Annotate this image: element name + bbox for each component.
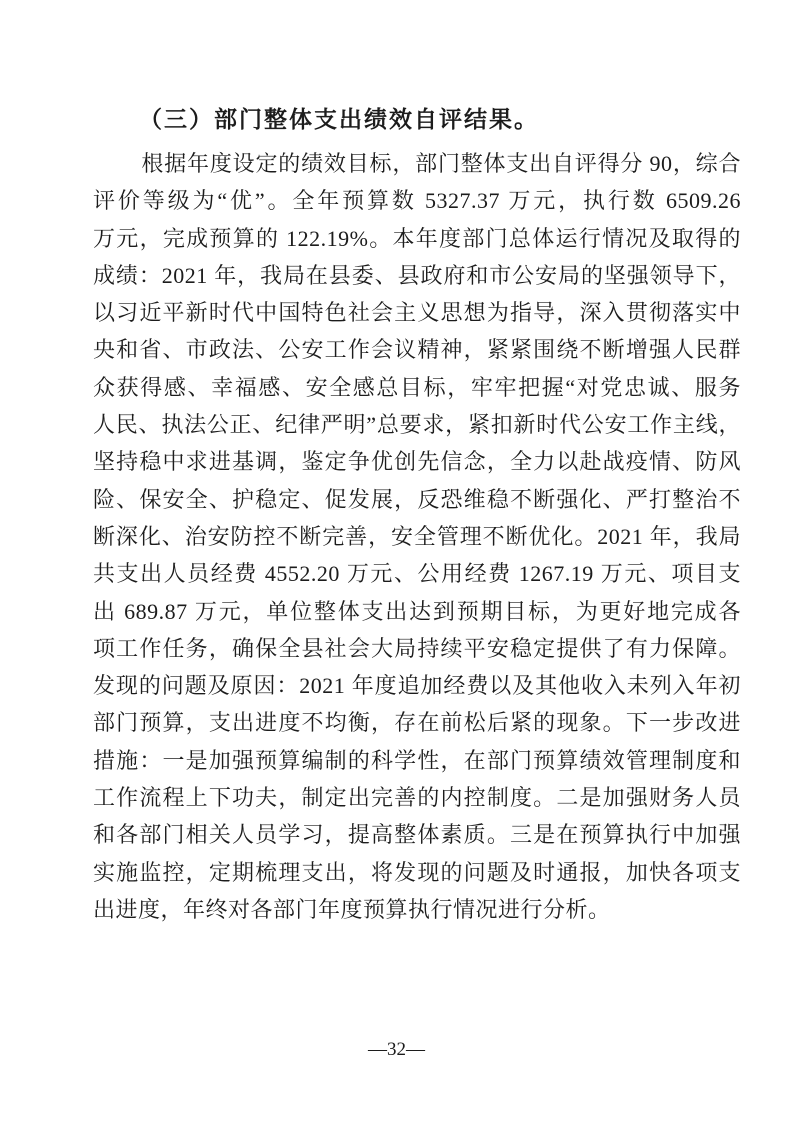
paragraph-line: 央和省、市政法、公安工作会议精神，紧紧围绕不断增强人民群 [93,337,741,363]
paragraph-line: 断深化、治安防控不断完善，安全管理不断优化。2021 年，我局 [93,523,741,549]
paragraph-line: 万元，完成预算的 122.19%。本年度部门总体运行情况及取得的 [93,225,741,251]
paragraph-line: 众获得感、幸福感、安全感总目标，牢牢把握“对党忠诚、服务 [93,374,741,400]
paragraph-line: 实施监控，定期梳理支出，将发现的问题及时通报，加快各项支 [93,859,741,885]
paragraph-line: 出进度，年终对各部门年度预算执行情况进行分析。 [93,896,611,922]
paragraph-line: 成绩：2021 年，我局在县委、县政府和市公安局的坚强领导下， [93,262,741,288]
paragraph-line: 部门预算，支出进度不均衡，存在前松后紧的现象。下一步改进 [93,710,741,736]
paragraph [93,145,741,928]
paragraph-line: 根据年度设定的绩效目标，部门整体支出自评得分 90，综合 [141,151,741,176]
section-heading: （三）部门整体支出绩效自评结果。 [139,107,539,132]
paragraph-line: 共支出人员经费 4552.20 万元、公用经费 1267.19 万元、项目支 [93,561,741,587]
paragraph-line: 评价等级为“优”。全年预算数 5327.37 万元，执行数 6509.26 [93,188,741,214]
paragraph-line: 出 689.87 万元，单位整体支出达到预期目标，为更好地完成各 [93,598,741,624]
paragraph-line: 措施：一是加强预算编制的科学性，在部门预算绩效管理制度和 [93,747,741,773]
page-number: —32— [368,1039,425,1060]
paragraph-line: 项工作任务，确保全县社会大局持续平安稳定提供了有力保障。 [93,635,741,661]
paragraph-line: 险、保安全、护稳定、促发展，反恐维稳不断强化、严打整治不 [93,486,741,512]
paragraph-line: 和各部门相关人员学习，提高整体素质。三是在预算执行中加强 [93,822,741,848]
paragraph-line: 工作流程上下功夫，制定出完善的内控制度。二是加强财务人员 [93,785,741,811]
paragraph-line: 发现的问题及原因：2021 年度追加经费以及其他收入未列入年初 [93,673,741,699]
paragraph-line: 人民、执法公正、纪律严明”总要求，紧扣新时代公安工作主线， [93,412,741,438]
paragraph-line: 坚持稳中求进基调，鉴定争优创先信念，全力以赴战疫情、防风 [93,449,741,475]
paragraph-line: 以习近平新时代中国特色社会主义思想为指导，深入贯彻落实中 [93,300,741,326]
